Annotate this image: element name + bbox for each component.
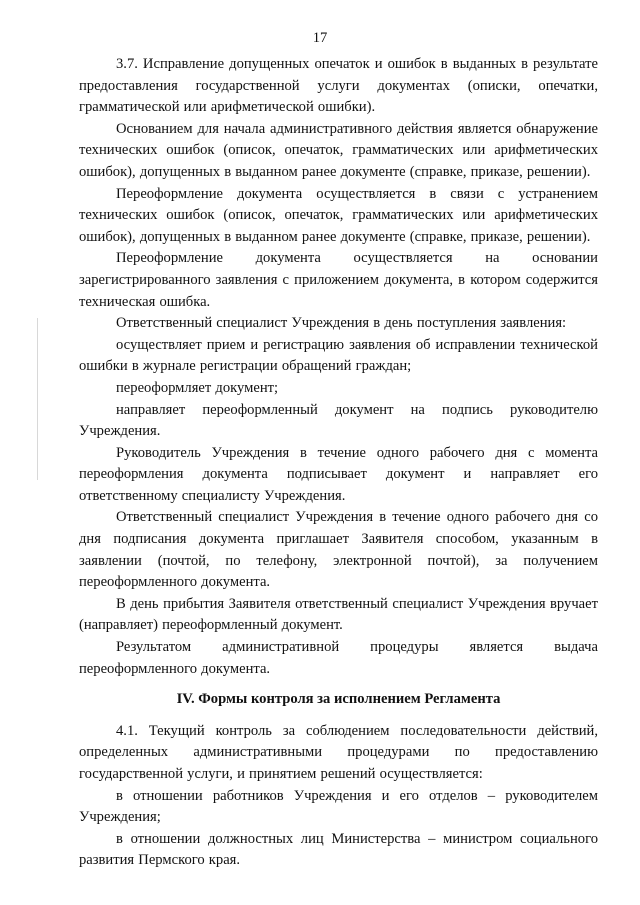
paragraph-hands-over: В день прибытия Заявителя ответственный специалист Учреждения вручает (направляет) переоформленный документ. [79,595,598,634]
document-body [79,54,598,872]
paragraph-3-7-title: 3.7. Исправление допущенных опечаток и ошибок в выданных в результате предоставления государственной услуги документах (описки, опечатки, грамматической или арифметической ошибки). [79,56,598,116]
paragraph-reissue-reason: Переоформление документа осуществляется в связи с устранением технических ошибок (описок, опечаток, грамматических или арифметических ошибок), допущенных в выданном ранее документе (справке, приказе, решении). [79,185,598,245]
paragraph-control-institution-staff: в отношении работников Учреждения и его отделов – руководителем Учреждения; [79,787,598,826]
paragraph-invites-applicant: Ответственный специалист Учреждения в течение одного рабочего дня со дня подписания документа приглашает Заявителя способом, указанным в заявлении (почтой, по телефону, электронной почтой), за получением переоформленного документа. [79,509,598,591]
paragraph-registers-application: осуществляет прием и регистрацию заявления об исправлении технической ошибки в журнале регистрации обращений граждан; [79,336,598,375]
paragraph-sends-for-signature: направляет переоформленный документ на подпись руководителю Учреждения. [79,401,598,440]
paragraph-4-1-current-control: 4.1. Текущий контроль за соблюдением последовательности действий, определенных административными процедурами по предоставлению государственной услуги, и принятием решений осуществляется: [79,722,598,782]
paragraph-reissues-document: переоформляет документ; [116,379,279,396]
paragraph-specialist-duties: Ответственный специалист Учреждения в день поступления заявления: [116,315,567,332]
scan-margin-line [37,318,38,480]
paragraph-head-signs: Руководитель Учреждения в течение одного рабочего дня с момента переоформления документа подписывает документ и направляет его ответственному специалисту Учреждения. [79,444,598,504]
page-number: 17 [312,30,328,46]
paragraph-procedure-result: Результатом административной процедуры является выдача переоформленного документа. [79,639,598,677]
paragraph-grounds: Основанием для начала административного действия является обнаружение технических ошибок (описок, опечаток, грамматических или арифметических ошибок), допущенных в выданном ранее документе (справке, приказе, решении). [79,120,598,180]
section-heading-iv: IV. Формы контроля за исполнением Регламента [176,691,501,708]
paragraph-control-ministry-officials: в отношении должностных лиц Министерства – министром социального развития Пермского края. [79,830,598,869]
paragraph-reissue-basis: Переоформление документа осуществляется на основании зарегистрированного заявления с приложением документа, в котором содержится техническая ошибка. [79,250,598,310]
